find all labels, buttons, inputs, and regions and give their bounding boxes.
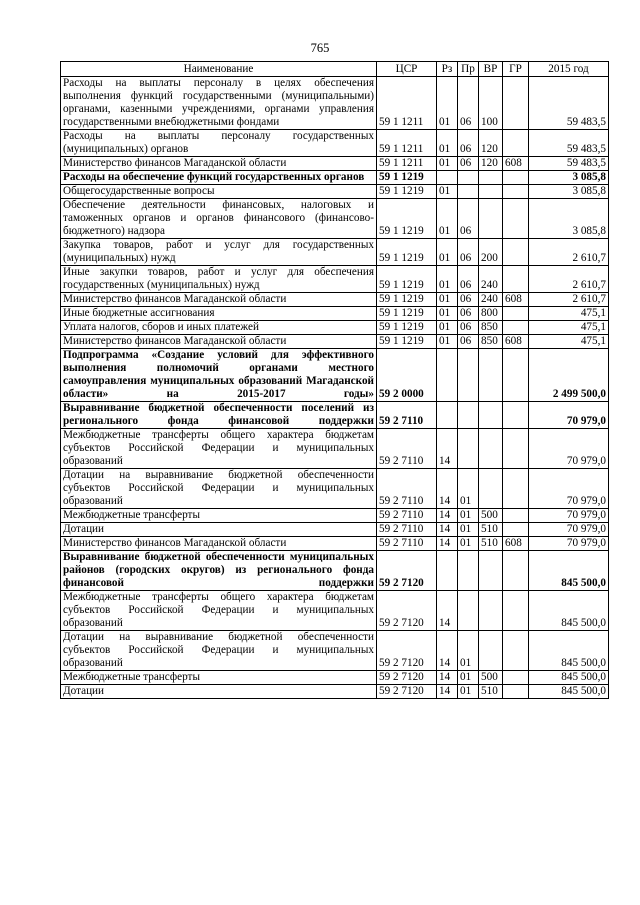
row-gr: 608 (503, 157, 529, 171)
row-gr (503, 631, 529, 671)
row-name: Подпрограмма «Создание условий для эффективного выполнения полномочий органами местного самоуправления муниципальных образований Магаданской области» на 2015-2017 годы» (61, 349, 377, 402)
row-rz: 01 (437, 335, 458, 349)
row-name: Обеспечение деятельности финансовых, налоговых и таможенных органов и органов финансового (финансово-бюджетного) надзора (61, 199, 377, 239)
row-rz: 01 (437, 293, 458, 307)
table-row (61, 671, 609, 685)
row-pr: 01 (458, 631, 479, 671)
row-amount: 59 483,5 (529, 130, 609, 157)
row-rz: 01 (437, 307, 458, 321)
row-gr: 608 (503, 293, 529, 307)
row-csr: 59 1 1219 (377, 171, 437, 185)
table-row (61, 293, 609, 307)
row-rz: 14 (437, 429, 458, 469)
header-pr: Пр (458, 62, 479, 77)
row-name: Выравнивание бюджетной обеспеченности поселений из регионального фонда финансовой поддержки (61, 402, 377, 429)
row-gr (503, 509, 529, 523)
row-csr: 59 2 7110 (377, 469, 437, 509)
row-csr: 59 2 7120 (377, 685, 437, 699)
row-amount: 3 085,8 (529, 185, 609, 199)
row-csr: 59 1 1219 (377, 335, 437, 349)
row-vr: 240 (479, 293, 503, 307)
row-amount: 70 979,0 (529, 429, 609, 469)
row-vr: 120 (479, 157, 503, 171)
header-csr: ЦСР (377, 62, 437, 77)
row-name: Расходы на обеспечение функций государственных органов (61, 171, 377, 185)
table-header (61, 62, 609, 77)
row-name: Министерство финансов Магаданской области (61, 335, 377, 349)
row-amount: 475,1 (529, 307, 609, 321)
row-gr (503, 685, 529, 699)
row-vr (479, 631, 503, 671)
row-gr (503, 130, 529, 157)
row-pr: 06 (458, 157, 479, 171)
row-name: Расходы на выплаты персоналу государственных (муниципальных) органов (61, 130, 377, 157)
row-name: Межбюджетные трансферты (61, 671, 377, 685)
table-row (61, 349, 609, 402)
row-gr (503, 469, 529, 509)
row-csr: 59 1 1211 (377, 130, 437, 157)
row-amount: 59 483,5 (529, 157, 609, 171)
row-name: Министерство финансов Магаданской области (61, 537, 377, 551)
table-row (61, 199, 609, 239)
table-row (61, 157, 609, 171)
table-row (61, 239, 609, 266)
row-name: Дотации на выравнивание бюджетной обеспеченности субъектов Российской Федерации и муниципальных образований (61, 631, 377, 671)
table-row (61, 335, 609, 349)
row-name: Расходы на выплаты персоналу в целях обеспечения выполнения функций государственными (муниципальными) органами, казенными учреждениями, органами управления государственными внебюджетными фондами (61, 77, 377, 130)
row-rz: 01 (437, 199, 458, 239)
row-vr: 120 (479, 130, 503, 157)
header-vr: ВР (479, 62, 503, 77)
row-amount: 2 499 500,0 (529, 349, 609, 402)
row-csr: 59 2 7110 (377, 537, 437, 551)
row-name: Уплата налогов, сборов и иных платежей (61, 321, 377, 335)
table-body (61, 77, 609, 699)
row-rz: 01 (437, 239, 458, 266)
row-csr: 59 2 0000 (377, 349, 437, 402)
row-amount: 70 979,0 (529, 469, 609, 509)
row-gr: 608 (503, 335, 529, 349)
row-pr (458, 402, 479, 429)
row-name: Закупка товаров, работ и услуг для государственных (муниципальных) нужд (61, 239, 377, 266)
row-gr (503, 429, 529, 469)
row-name: Выравнивание бюджетной обеспеченности муниципальных районов (городских округов) из регионального фонда финансовой поддержки (61, 551, 377, 591)
row-vr: 240 (479, 266, 503, 293)
table-row (61, 171, 609, 185)
table-row (61, 551, 609, 591)
row-gr (503, 77, 529, 130)
row-amount: 3 085,8 (529, 199, 609, 239)
table-row (61, 631, 609, 671)
row-pr: 01 (458, 523, 479, 537)
row-vr: 510 (479, 685, 503, 699)
row-amount: 59 483,5 (529, 77, 609, 130)
row-amount: 845 500,0 (529, 685, 609, 699)
row-pr: 01 (458, 509, 479, 523)
row-csr: 59 1 1211 (377, 157, 437, 171)
row-csr: 59 1 1219 (377, 307, 437, 321)
table-row (61, 537, 609, 551)
row-vr: 800 (479, 307, 503, 321)
row-rz: 14 (437, 509, 458, 523)
row-vr: 500 (479, 509, 503, 523)
row-rz: 01 (437, 77, 458, 130)
row-gr (503, 402, 529, 429)
row-name: Межбюджетные трансферты общего характера бюджетам субъектов Российской Федерации и муниципальных образований (61, 429, 377, 469)
row-amount: 845 500,0 (529, 591, 609, 631)
row-vr: 200 (479, 239, 503, 266)
row-gr (503, 591, 529, 631)
table-row (61, 185, 609, 199)
table-row (61, 591, 609, 631)
row-pr (458, 171, 479, 185)
row-pr: 06 (458, 335, 479, 349)
row-vr (479, 199, 503, 239)
header-rz: Рз (437, 62, 458, 77)
row-vr (479, 185, 503, 199)
row-amount: 2 610,7 (529, 266, 609, 293)
row-rz: 01 (437, 185, 458, 199)
row-amount: 845 500,0 (529, 671, 609, 685)
row-pr: 06 (458, 199, 479, 239)
row-vr (479, 402, 503, 429)
row-pr (458, 349, 479, 402)
row-pr (458, 551, 479, 591)
page-number: 765 (310, 41, 330, 55)
row-amount: 475,1 (529, 321, 609, 335)
table-row (61, 469, 609, 509)
row-rz: 14 (437, 591, 458, 631)
row-csr: 59 2 7110 (377, 509, 437, 523)
row-amount: 845 500,0 (529, 631, 609, 671)
table-row (61, 307, 609, 321)
row-vr (479, 171, 503, 185)
table-row (61, 266, 609, 293)
row-name: Дотации (61, 523, 377, 537)
row-name: Межбюджетные трансферты (61, 509, 377, 523)
row-csr: 59 2 7120 (377, 671, 437, 685)
row-gr (503, 239, 529, 266)
row-name: Общегосударственные вопросы (61, 185, 377, 199)
header-gr: ГР (503, 62, 529, 77)
row-csr: 59 1 1211 (377, 77, 437, 130)
row-vr (479, 429, 503, 469)
row-pr: 06 (458, 239, 479, 266)
row-vr (479, 551, 503, 591)
table-row (61, 402, 609, 429)
row-csr: 59 2 7110 (377, 429, 437, 469)
row-pr: 06 (458, 321, 479, 335)
row-rz (437, 349, 458, 402)
table-row (61, 321, 609, 335)
row-pr: 01 (458, 469, 479, 509)
row-rz: 01 (437, 266, 458, 293)
row-rz: 14 (437, 469, 458, 509)
row-vr: 510 (479, 523, 503, 537)
row-vr: 850 (479, 335, 503, 349)
row-gr (503, 266, 529, 293)
row-name: Министерство финансов Магаданской области (61, 293, 377, 307)
row-gr (503, 307, 529, 321)
header-year: 2015 год (529, 62, 609, 77)
row-csr: 59 1 1219 (377, 321, 437, 335)
row-rz: 14 (437, 537, 458, 551)
row-csr: 59 2 7120 (377, 551, 437, 591)
row-amount: 845 500,0 (529, 551, 609, 591)
row-gr (503, 523, 529, 537)
row-amount: 70 979,0 (529, 509, 609, 523)
row-csr: 59 2 7110 (377, 523, 437, 537)
row-pr (458, 591, 479, 631)
row-pr: 06 (458, 293, 479, 307)
table-row (61, 130, 609, 157)
row-gr (503, 321, 529, 335)
row-pr (458, 185, 479, 199)
row-amount: 3 085,8 (529, 171, 609, 185)
row-csr: 59 1 1219 (377, 266, 437, 293)
row-amount: 2 610,7 (529, 239, 609, 266)
row-amount: 70 979,0 (529, 523, 609, 537)
row-amount: 70 979,0 (529, 537, 609, 551)
table-row (61, 523, 609, 537)
row-rz (437, 551, 458, 591)
row-csr: 59 2 7120 (377, 591, 437, 631)
row-gr (503, 185, 529, 199)
row-rz: 01 (437, 321, 458, 335)
row-pr: 01 (458, 671, 479, 685)
row-pr: 06 (458, 307, 479, 321)
row-amount: 70 979,0 (529, 402, 609, 429)
header-name: Наименование (61, 62, 377, 77)
row-vr (479, 349, 503, 402)
row-rz: 01 (437, 157, 458, 171)
row-gr (503, 171, 529, 185)
row-amount: 2 610,7 (529, 293, 609, 307)
row-vr: 100 (479, 77, 503, 130)
row-pr: 01 (458, 685, 479, 699)
row-vr: 510 (479, 537, 503, 551)
row-rz: 01 (437, 130, 458, 157)
row-csr: 59 1 1219 (377, 239, 437, 266)
row-vr (479, 591, 503, 631)
row-rz (437, 402, 458, 429)
row-pr: 06 (458, 266, 479, 293)
row-pr: 06 (458, 130, 479, 157)
row-gr (503, 671, 529, 685)
row-rz (437, 171, 458, 185)
row-name: Дотации (61, 685, 377, 699)
row-csr: 59 1 1219 (377, 185, 437, 199)
row-name: Межбюджетные трансферты общего характера бюджетам субъектов Российской Федерации и муниципальных образований (61, 591, 377, 631)
row-vr: 500 (479, 671, 503, 685)
row-pr (458, 429, 479, 469)
table-row (61, 429, 609, 469)
row-gr (503, 551, 529, 591)
row-csr: 59 2 7110 (377, 402, 437, 429)
row-rz: 14 (437, 671, 458, 685)
row-vr (479, 469, 503, 509)
table-row (61, 509, 609, 523)
row-csr: 59 1 1219 (377, 293, 437, 307)
row-name: Иные закупки товаров, работ и услуг для обеспечения государственных (муниципальных) нужд (61, 266, 377, 293)
row-name: Министерство финансов Магаданской области (61, 157, 377, 171)
row-rz: 14 (437, 685, 458, 699)
row-pr: 06 (458, 77, 479, 130)
row-csr: 59 1 1219 (377, 199, 437, 239)
table-row (61, 77, 609, 130)
row-name: Дотации на выравнивание бюджетной обеспеченности субъектов Российской Федерации и муниципальных образований (61, 469, 377, 509)
row-gr: 608 (503, 537, 529, 551)
header-row (61, 62, 609, 77)
row-gr (503, 199, 529, 239)
row-vr: 850 (479, 321, 503, 335)
row-csr: 59 2 7120 (377, 631, 437, 671)
row-pr: 01 (458, 537, 479, 551)
budget-table (60, 61, 609, 699)
table-row (61, 685, 609, 699)
row-amount: 475,1 (529, 335, 609, 349)
row-gr (503, 349, 529, 402)
row-rz: 14 (437, 631, 458, 671)
row-rz: 14 (437, 523, 458, 537)
row-name: Иные бюджетные ассигнования (61, 307, 377, 321)
